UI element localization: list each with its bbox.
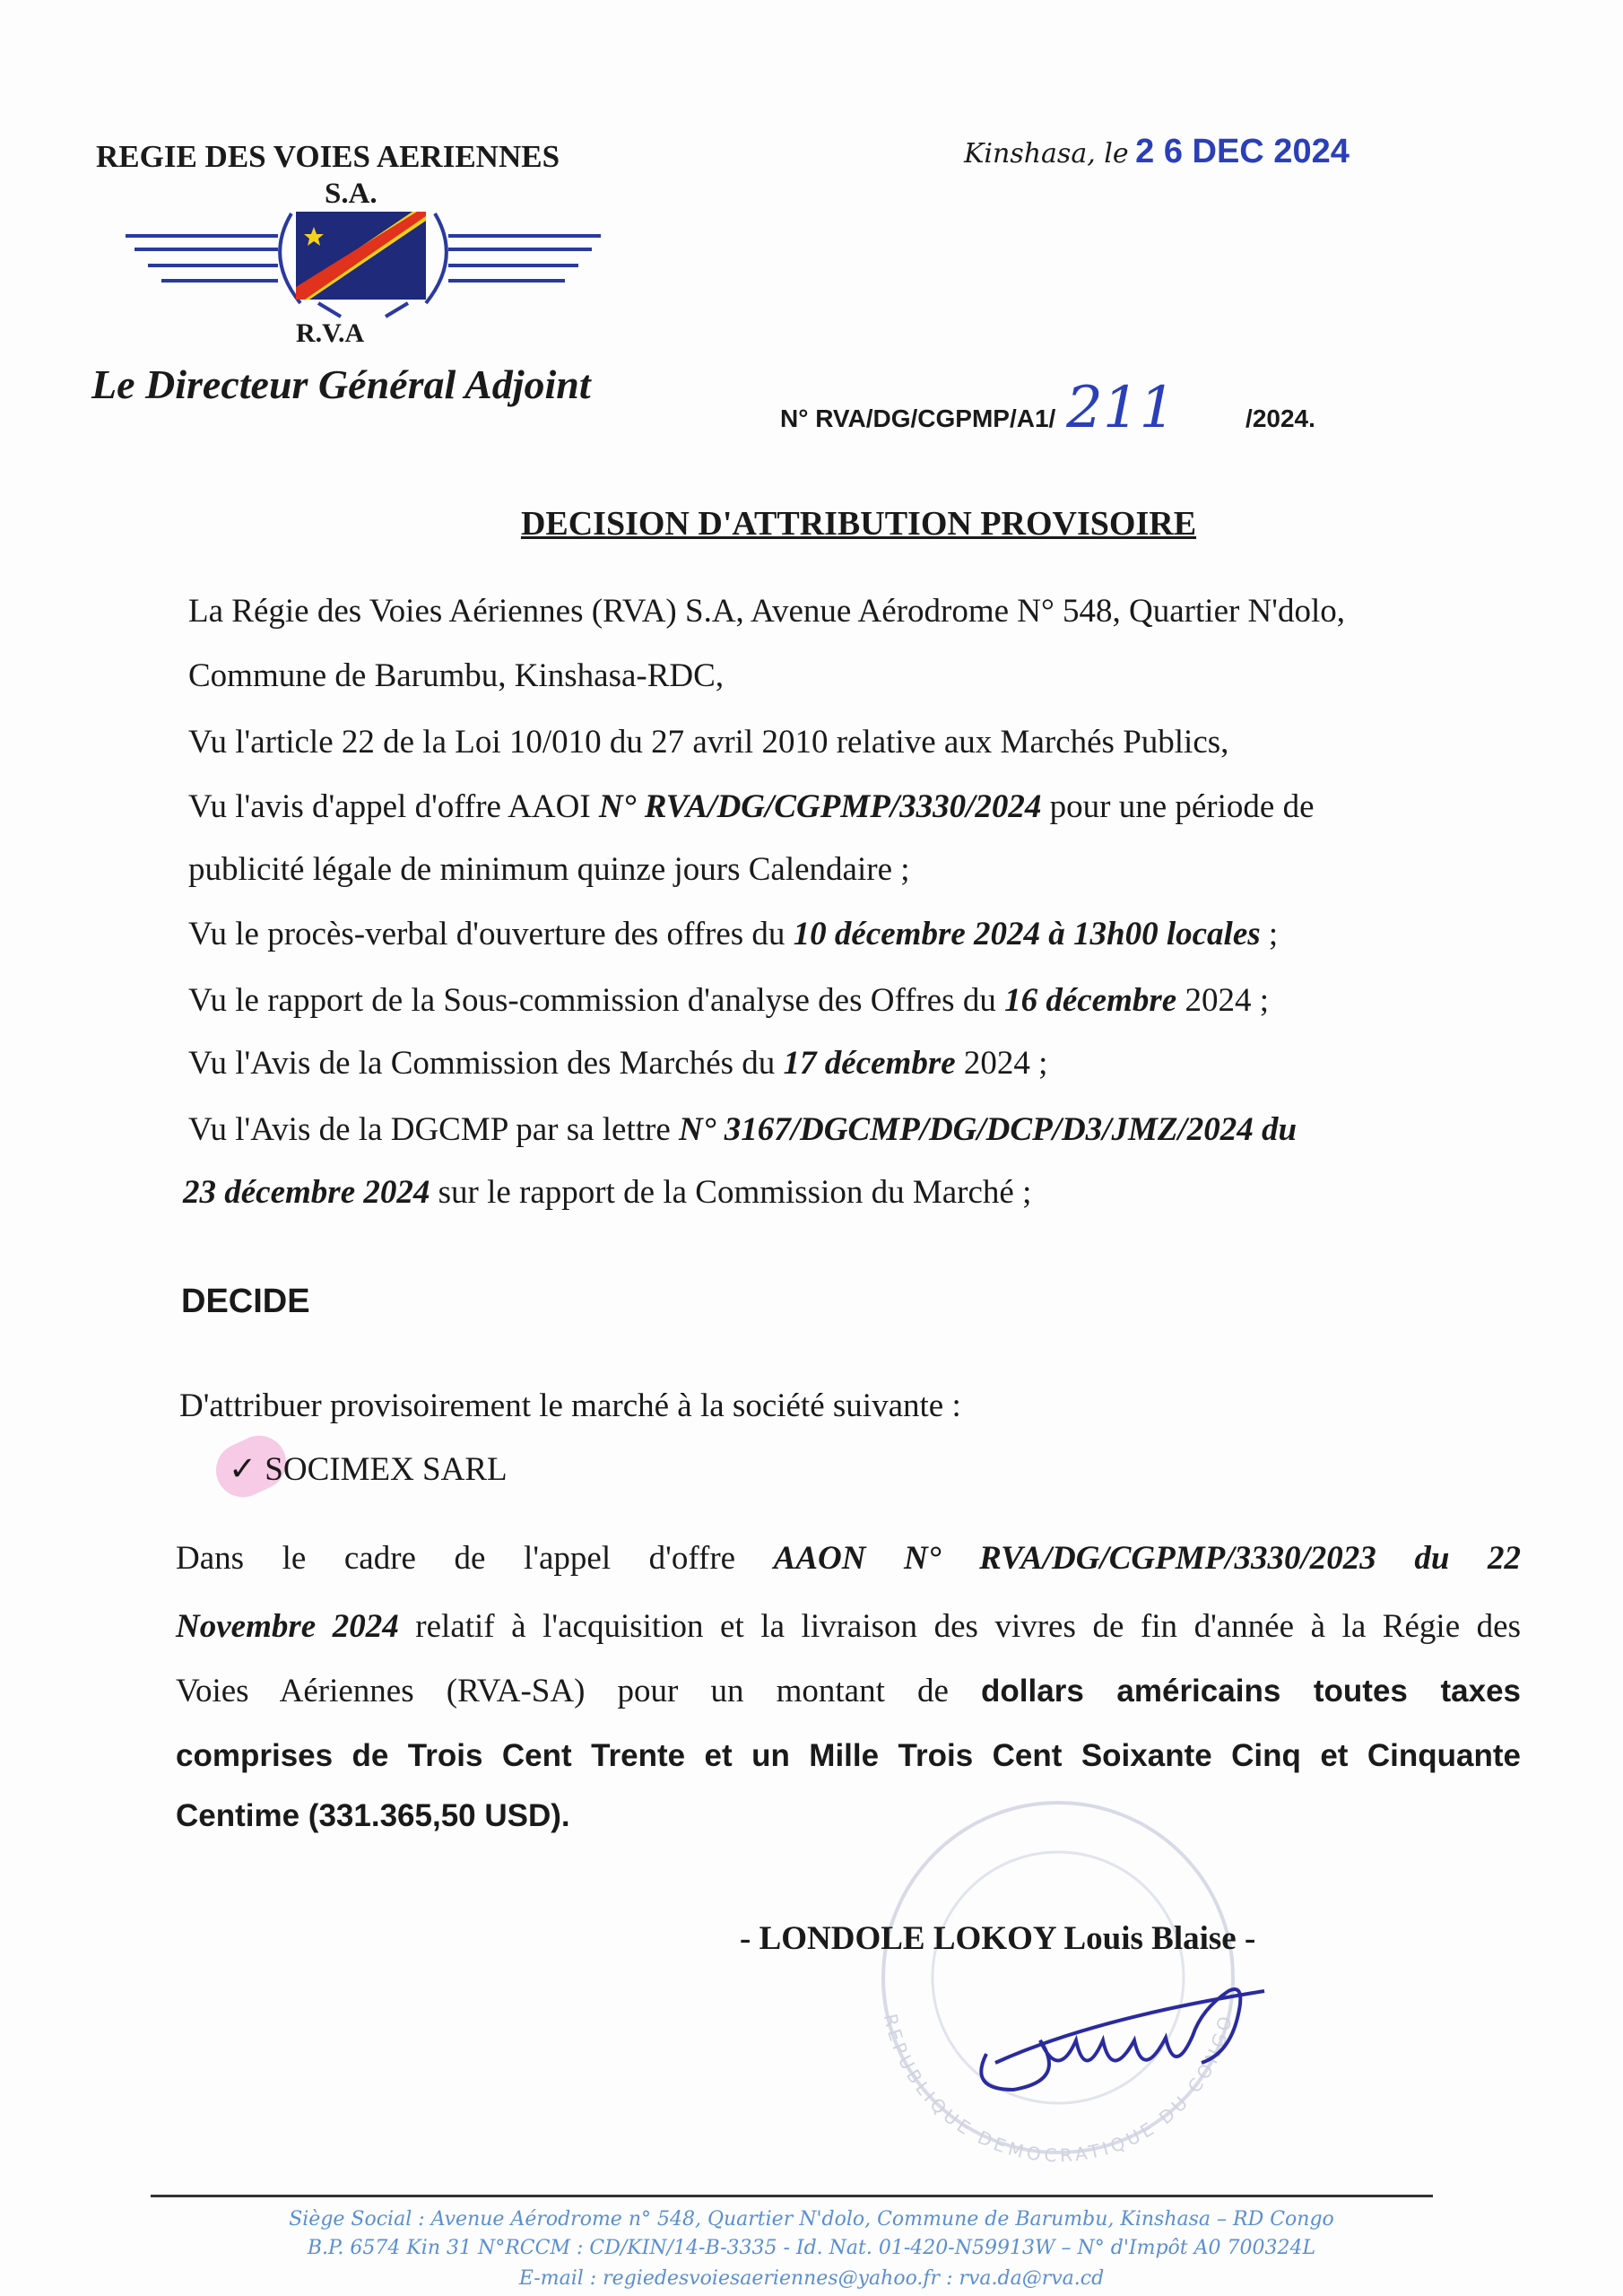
text: 16 décembre [1004,982,1177,1019]
text: Dans le cadre de l'appel d'offre [176,1540,774,1577]
preamble-line: publicité légale de minimum quinze jours Calendaire ; [188,851,910,888]
text: 10 décembre 2024 à 13h00 locales [793,916,1261,952]
preamble-line [188,1110,1297,1149]
document-title: DECISION D'ATTRIBUTION PROVISOIRE [520,505,1197,543]
footer-divider [151,2195,1433,2197]
text: dollars américains toutes taxes [981,1674,1521,1709]
footer-email: E-mail : regiedesvoiesaeriennes@yahoo.fr : rva.da@rva.cd [518,2267,1105,2290]
company-name: SOCIMEX SARL [265,1451,508,1488]
decide-heading: DECIDE [181,1283,310,1320]
preamble-line: Vu l'article 22 de la Loi 10/010 du 27 avril 2010 relative aux Marchés Publics, [188,724,1229,761]
decision-paragraph-line [176,1607,1521,1646]
decision-paragraph-line [176,1539,1521,1578]
text: ; [1260,916,1279,952]
preamble-line [188,981,1269,1020]
text: 17 décembre [783,1045,956,1082]
ref-suffix: /2024. [1245,404,1315,432]
text: relatif à l'acquisition et la livraison des vivres de fin d'année à la Régie des [398,1608,1521,1645]
footer-registration: B.P. 6574 Kin 31 N°RCCM : CD/KIN/14-B-3335 - Id. Nat. 01-420-N59913W – N° d'Impôt A0 700324L [307,2237,1316,2259]
preamble-line: La Régie des Voies Aériennes (RVA) S.A, Avenue Aérodrome N° 548, Quartier N'dolo, [188,593,1345,630]
handwritten-signature [959,1955,1300,2108]
reference-number [780,375,1315,441]
place-date [964,133,1350,171]
text: Vu l'Avis de la DGCMP par sa lettre [188,1111,680,1148]
checkmark-icon: ✓ [229,1451,265,1488]
acronym: R.V.A [296,318,365,348]
decision-paragraph-line: comprises de Trois Cent Trente et un Mille Trois Cent Soixante Cinq et Cinquante [176,1738,1521,1773]
signatory-name: - LONDOLE LOKOY Louis Blaise - [740,1920,1256,1957]
preamble-line [188,915,1278,953]
text: 23 décembre 2024 [183,1174,430,1211]
preamble-line [188,787,1315,826]
date-stamp: 2 6 DEC 2024 [1135,133,1350,170]
text: N° RVA/DG/CGPMP/3330/2024 [598,788,1042,825]
text: Vu l'avis d'appel d'offre AAOI [188,788,599,825]
preamble-line [188,1044,1047,1083]
preamble-line [183,1173,1031,1212]
text: 2024 ; [1176,982,1269,1019]
text: Novembre 2024 [176,1608,399,1645]
org-name: REGIE DES VOIES AERIENNES [96,139,560,174]
decision-paragraph-line: Centime (331.365,50 USD). [176,1798,570,1833]
text: pour une période de [1041,788,1315,825]
decision-intro: D'attribuer provisoirement le marché à la société suivante : [179,1387,961,1424]
awarded-company [229,1449,508,1489]
preamble-line: Commune de Barumbu, Kinshasa-RDC, [188,657,725,694]
text: Vu l'Avis de la Commission des Marchés du [188,1045,784,1082]
text: Vu le rapport de la Sous-commission d'analyse des Offres du [188,982,1005,1019]
seal-text: REPUBLIQUE DEMOCRATIQUE DU CONGO [879,2012,1237,2167]
text: Voies Aériennes (RVA-SA) pour un montant de [176,1673,982,1709]
text: sur le rapport de la Commission du Marché ; [430,1174,1032,1211]
place-date-prefix: Kinshasa, le [964,138,1129,170]
decision-paragraph-line [176,1672,1521,1710]
text: Vu le procès-verbal d'ouverture des offres du [188,916,794,952]
signatory-title: Le Directeur Général Adjoint [91,361,591,407]
org-type: S.A. [325,178,378,210]
text: 2024 ; [955,1045,1048,1082]
footer-address: Siège Social : Avenue Aérodrome n° 548, Quartier N'dolo, Commune de Barumbu, Kinshasa – RD Congo [289,2208,1334,2231]
rva-logo [121,204,605,321]
ref-prefix: N° RVA/DG/CGPMP/A1/ [780,404,1056,432]
text: N° 3167/DGCMP/DG/DCP/D3/JMZ/2024 du [679,1111,1298,1148]
drc-flag-icon [296,212,426,300]
text: AAON N° RVA/DG/CGPMP/3330/2023 du 22 [773,1540,1521,1577]
handwritten-ref-number: 211 [1066,375,1176,441]
